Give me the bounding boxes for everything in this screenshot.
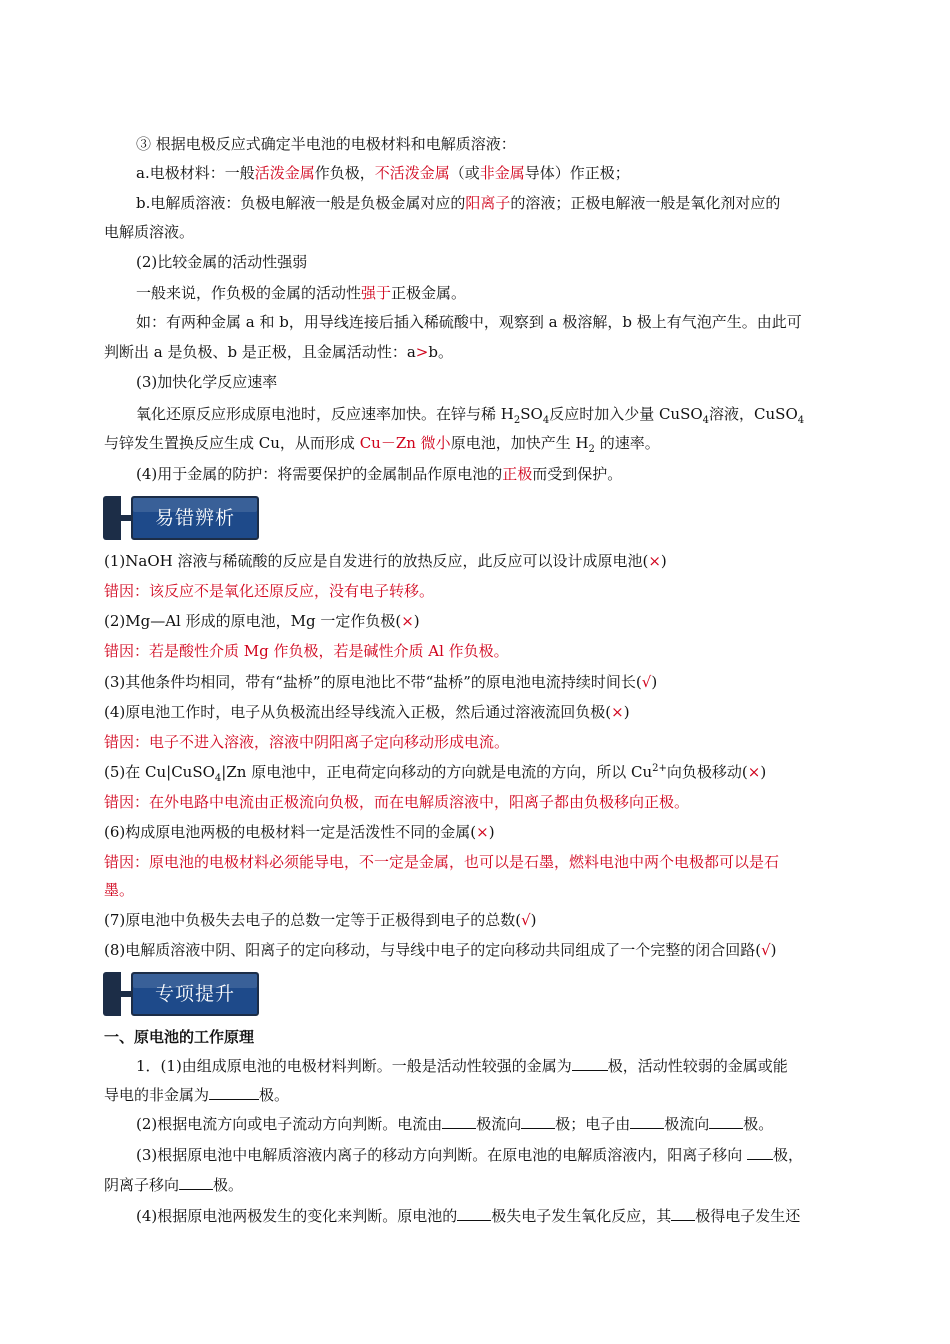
error-reason: 错因：电子不进入溶液，溶液中阴阳离子定向移动形成电流。: [104, 733, 510, 751]
list-item: (8)电解质溶液中阴、阳离子的定向移动，与导线中电子的定向移动共同组成了一个完整的闭合回路(√): [104, 941, 777, 959]
answer-blank[interactable]: [709, 1114, 743, 1129]
text-line: 1．(1)由组成原电池的电极材料判断。一般是活动性较强的金属为 极，活动性较弱的金属或能: [136, 1057, 788, 1075]
text-line: 氧化还原反应形成原电池时，反应速率加快。在锌与稀 $H_2SO_4$反应时加入少量 CuSO$_4$溶液，CuSO$_4$: [136, 405, 805, 426]
error-reason: 错因：该反应不是氧化还原反应，没有电子转移。: [104, 582, 435, 600]
text-line: (2)根据电流方向或电子流动方向判断。电流由 极流向 极；电子由 极流向 极。: [136, 1115, 774, 1133]
answer-blank[interactable]: [457, 1206, 491, 1221]
answer-blank[interactable]: [747, 1145, 773, 1160]
list-item: (2)Mg—Al 形成的原电池，Mg 一定作负极(×): [104, 612, 420, 630]
answer-blank[interactable]: [671, 1206, 695, 1221]
list-item: (1)NaOH 溶液与稀硫酸的反应是自发进行的放热反应，此反应可以设计成原电池(×): [104, 552, 667, 570]
text-line: 如：有两种金属 a 和 b，用导线连接后插入稀硫酸中，观察到 a 极溶解，b 极上有气泡产生。由此可: [136, 313, 802, 331]
subheading: (2)比较金属的活动性强弱: [136, 253, 308, 271]
list-item: (6)构成原电池两极的电极材料一定是活泼性不同的金属(×): [104, 823, 495, 841]
section-heading: 一、原电池的工作原理: [104, 1028, 255, 1046]
error-reason: 墨。: [104, 881, 135, 899]
text-line: 一般来说，作负极的金属的活动性强于正极金属。: [136, 284, 467, 302]
text-line: 电解质溶液。: [104, 223, 195, 241]
error-reason: 错因：原电池的电极材料必须能导电，不一定是金属，也可以是石墨，燃料电池中两个电极都可以是石: [104, 853, 780, 871]
answer-blank[interactable]: [209, 1085, 259, 1100]
text-line: (3)根据原电池中电解质溶液内离子的移动方向判断。在原电池的电解质溶液内，阳离子移向 极，: [136, 1146, 804, 1164]
banner-label: 易错辨析: [131, 496, 259, 540]
text-line: 判断出 a 是负极、b 是正极，且金属活动性：a>b。: [104, 343, 453, 361]
banner-label: 专项提升: [131, 972, 259, 1016]
list-item: (3)其他条件均相同，带有“盐桥”的原电池比不带“盐桥”的原电池电流持续时间长(√): [104, 673, 658, 691]
section-banner-special-improvement: [103, 972, 255, 1016]
answer-blank[interactable]: [630, 1114, 664, 1129]
section-banner-common-errors: [103, 496, 255, 540]
error-reason: 错因：若是酸性介质 Mg 作负极，若是碱性介质 Al 作负极。: [104, 642, 509, 660]
answer-blank[interactable]: [179, 1175, 213, 1190]
list-item: (7)原电池中负极失去电子的总数一定等于正极得到电子的总数(√): [104, 911, 537, 929]
text-line: b.电解质溶液：负极电解液一般是负极金属对应的阳离子的溶液；正极电解液一般是氧化剂对应的: [136, 194, 781, 212]
answer-blank[interactable]: [442, 1114, 476, 1129]
text-line: 与锌发生置换反应生成 Cu，从而形成 Cu－Zn 微小原电池，加快产生 $H_2$ 的速率。: [104, 434, 660, 455]
text-line: 导电的非金属为 极。: [104, 1086, 290, 1104]
text-line: (4)用于金属的防护：将需要保护的金属制品作原电池的正极而受到保护。: [136, 465, 623, 483]
text-line: (4)根据原电池两极发生的变化来判断。原电池的 极失电子发生氧化反应，其 极得电子发生还: [136, 1207, 801, 1225]
list-item: (4)原电池工作时，电子从负极流出经导线流入正极，然后通过溶液流回负极(×): [104, 703, 630, 721]
text-line: ③ 根据电极反应式确定半电池的电极材料和电解质溶液：: [136, 135, 516, 153]
answer-blank[interactable]: [521, 1114, 555, 1129]
subheading: (3)加快化学反应速率: [136, 373, 278, 391]
list-item: (5)在 Cu|CuSO$_4$|Zn 原电池中，正电荷定向移动的方向就是电流的方向，所以 $Cu^{2+}$向负极移动(×): [104, 763, 767, 784]
text-line: a.电极材料：一般活泼金属作负极，不活泼金属（或非金属导体）作正极；: [136, 164, 630, 182]
answer-blank[interactable]: [572, 1056, 608, 1071]
error-reason: 错因：在外电路中电流由正极流向负极，而在电解质溶液中，阳离子都由负极移向正极。: [104, 793, 690, 811]
text-line: 阴离子移向 极。: [104, 1176, 244, 1194]
